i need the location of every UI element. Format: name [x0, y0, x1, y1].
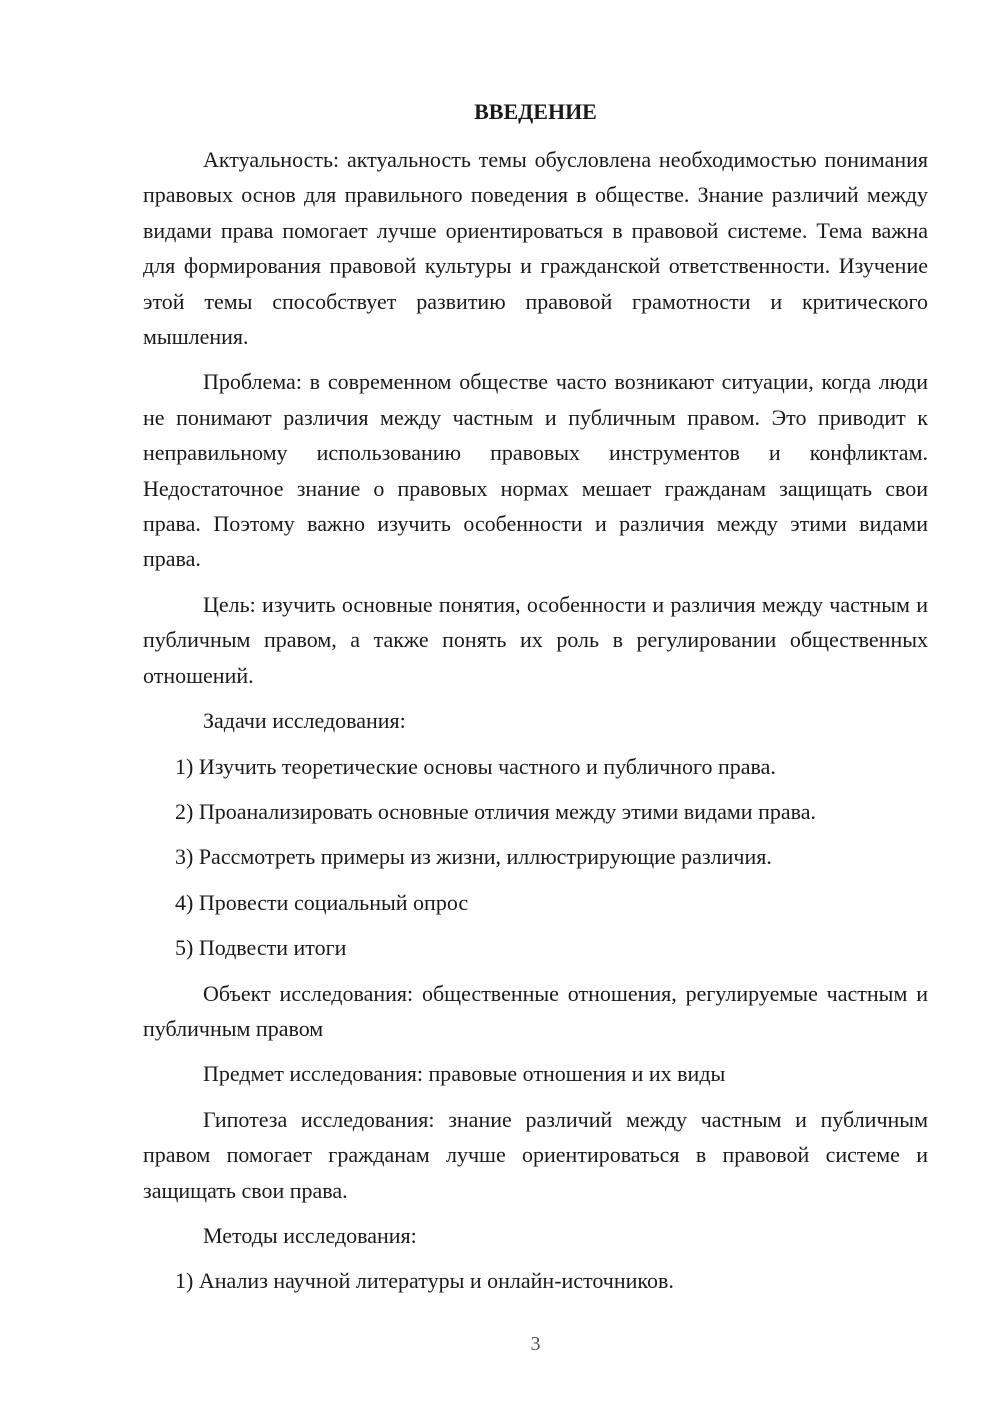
relevance-paragraph: Актуальность: актуальность темы обусловлена необходимостью понимания правовых основ для правильного поведения в обществе. Знание различий между видами права помогает лучше ориентироваться в правовой системе. Тема важна для формирования правовой культуры и гражданской ответственности. Изучение этой темы способствует развитию правовой грамотности и критического мышления.	[143, 147, 928, 350]
section-title: ВВЕДЕНИЕ	[474, 99, 597, 124]
task-item-3: 3) Рассмотреть примеры из жизни, иллюстрирующие различия.	[175, 844, 772, 870]
task-item-1: 1) Изучить теоретические основы частного и публичного права.	[175, 753, 776, 779]
task-item-5: 5) Подвести итоги	[175, 935, 347, 961]
methods-heading: Методы исследования:	[203, 1222, 417, 1248]
hypothesis-paragraph: Гипотеза исследования: знание различий между частным и публичным правом помогает гражданам лучше ориентироваться в правовой системе и защищать свои права.	[143, 1106, 928, 1203]
method-item-1: 1) Анализ научной литературы и онлайн-источников.	[175, 1268, 674, 1294]
task-item-2: 2) Проанализировать основные отличия между этими видами права.	[175, 798, 816, 824]
problem-paragraph: Проблема: в современном обществе часто возникают ситуации, когда люди не понимают различия между частным и публичным правом. Это приводит к неправильному использованию правовых инструментов и конфликтам. Недостаточное знание о правовых нормах мешает гражданам защищать свои права. Поэтому важно изучить особенности и различия между этими видами права.	[143, 369, 928, 572]
document-body	[143, 94, 928, 1309]
object-paragraph: Объект исследования: общественные отношения, регулируемые частным и публичным правом	[143, 980, 928, 1041]
task-item-4: 4) Провести социальный опрос	[175, 889, 469, 915]
subject-paragraph: Предмет исследования: правовые отношения и их виды	[203, 1061, 726, 1087]
page-number: 3	[530, 1333, 541, 1355]
goal-paragraph: Цель: изучить основные понятия, особенности и различия между частным и публичным правом, а также понять их роль в регулировании общественных отношений.	[143, 591, 928, 688]
tasks-heading: Задачи исследования:	[203, 708, 406, 734]
